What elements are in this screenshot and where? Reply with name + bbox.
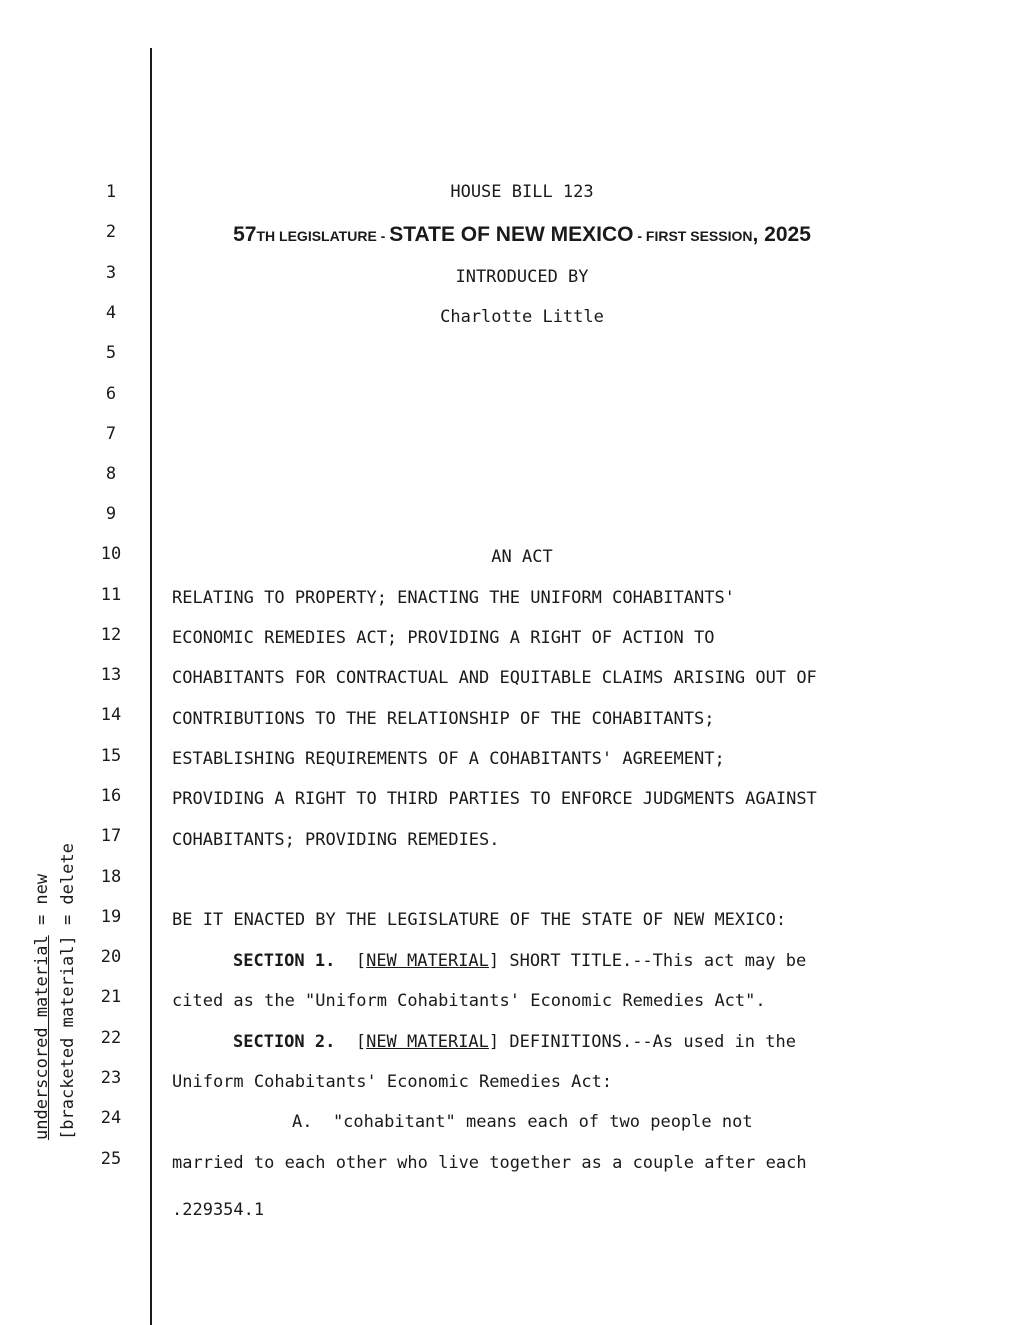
line-number: 14 — [100, 705, 122, 725]
legislature-heading — [172, 222, 872, 249]
title-line: PROVIDING A RIGHT TO THIRD PARTIES TO ENFORCE JUDGMENTS AGAINST — [172, 789, 817, 809]
title-line: ECONOMIC REMEDIES ACT; PROVIDING A RIGHT OF ACTION TO — [172, 628, 715, 648]
section-2-continuation: Uniform Cohabitants' Economic Remedies Act: — [172, 1072, 613, 1092]
definition-a-continuation: married to each other who live together as a couple after each — [172, 1153, 807, 1173]
title-line: ESTABLISHING REQUIREMENTS OF A COHABITANTS' AGREEMENT; — [172, 749, 725, 769]
act-heading: AN ACT — [491, 547, 553, 567]
sponsor-name: Charlotte Little — [440, 307, 604, 327]
margin-legend-delete — [56, 810, 86, 1140]
session-label: FIRST SESSION — [645, 228, 753, 244]
title-line: RELATING TO PROPERTY; ENACTING THE UNIFORM COHABITANTS' — [172, 588, 735, 608]
line-number: 6 — [105, 384, 117, 404]
line-number: 20 — [100, 947, 122, 967]
heading-separator: - — [376, 228, 390, 244]
line-number: 21 — [100, 987, 122, 1007]
legend-new-text: = new — [32, 873, 52, 936]
section-1-text: ] SHORT TITLE.--This act may be — [488, 951, 807, 971]
line-number: 18 — [100, 867, 122, 887]
line-number: 16 — [100, 786, 122, 806]
line-number: 8 — [105, 464, 117, 484]
state-name: STATE OF NEW MEXICO — [389, 223, 634, 246]
line-number: 24 — [100, 1108, 122, 1128]
section-1-label: SECTION 1. — [233, 951, 336, 971]
title-line: COHABITANTS FOR CONTRACTUAL AND EQUITABLE CLAIMS ARISING OUT OF — [172, 668, 817, 688]
legislature-label: TH LEGISLATURE — [256, 228, 377, 244]
line-number: 1 — [105, 182, 117, 202]
line-number: 15 — [100, 746, 122, 766]
line-number: 23 — [100, 1068, 122, 1088]
legend-bracketed-text: bracketed material — [58, 945, 78, 1130]
bracket-open: [ — [335, 951, 367, 971]
document-code: .229354.1 — [172, 1200, 265, 1220]
line-number: 2 — [105, 222, 117, 242]
new-material-tag: NEW MATERIAL — [366, 951, 489, 971]
heading-separator: - — [633, 228, 646, 244]
title-line: COHABITANTS; PROVIDING REMEDIES. — [172, 830, 500, 850]
line-number: 25 — [100, 1149, 122, 1169]
title-line: CONTRIBUTIONS TO THE RELATIONSHIP OF THE COHABITANTS; — [172, 709, 715, 729]
line-number: 22 — [100, 1028, 122, 1048]
line-number: 3 — [105, 263, 117, 283]
section-2-text: ] DEFINITIONS.--As used in the — [488, 1032, 796, 1052]
line-number: 13 — [100, 665, 122, 685]
new-material-tag: NEW MATERIAL — [366, 1032, 489, 1052]
line-number: 9 — [105, 504, 117, 524]
line-number: 17 — [100, 826, 122, 846]
legend-underscored-text: underscored material — [32, 935, 52, 1140]
line-number: 19 — [100, 907, 122, 927]
line-number: 7 — [105, 424, 117, 444]
section-2-line — [233, 1031, 796, 1053]
bracket-open: [ — [335, 1032, 367, 1052]
line-number: 4 — [105, 303, 117, 323]
section-1-line — [233, 950, 806, 972]
session-year: , 2025 — [752, 223, 811, 246]
introduced-by: INTRODUCED BY — [455, 267, 589, 287]
line-number: 12 — [100, 625, 122, 645]
legislature-number: 57 — [233, 223, 257, 246]
line-number-rule — [150, 48, 152, 1325]
bill-number: HOUSE BILL 123 — [450, 182, 594, 202]
section-1-continuation: cited as the "Uniform Cohabitants' Economic Remedies Act". — [172, 991, 766, 1011]
legend-delete-text: ] = delete — [58, 843, 78, 946]
line-number: 10 — [100, 544, 122, 564]
line-number: 5 — [105, 343, 117, 363]
definition-a: A. "cohabitant" means each of two people not — [292, 1112, 753, 1132]
legend-open-bracket: [ — [58, 1129, 78, 1140]
enacting-clause: BE IT ENACTED BY THE LEGISLATURE OF THE STATE OF NEW MEXICO: — [172, 910, 787, 930]
line-number: 11 — [100, 585, 122, 605]
section-2-label: SECTION 2. — [233, 1032, 336, 1052]
